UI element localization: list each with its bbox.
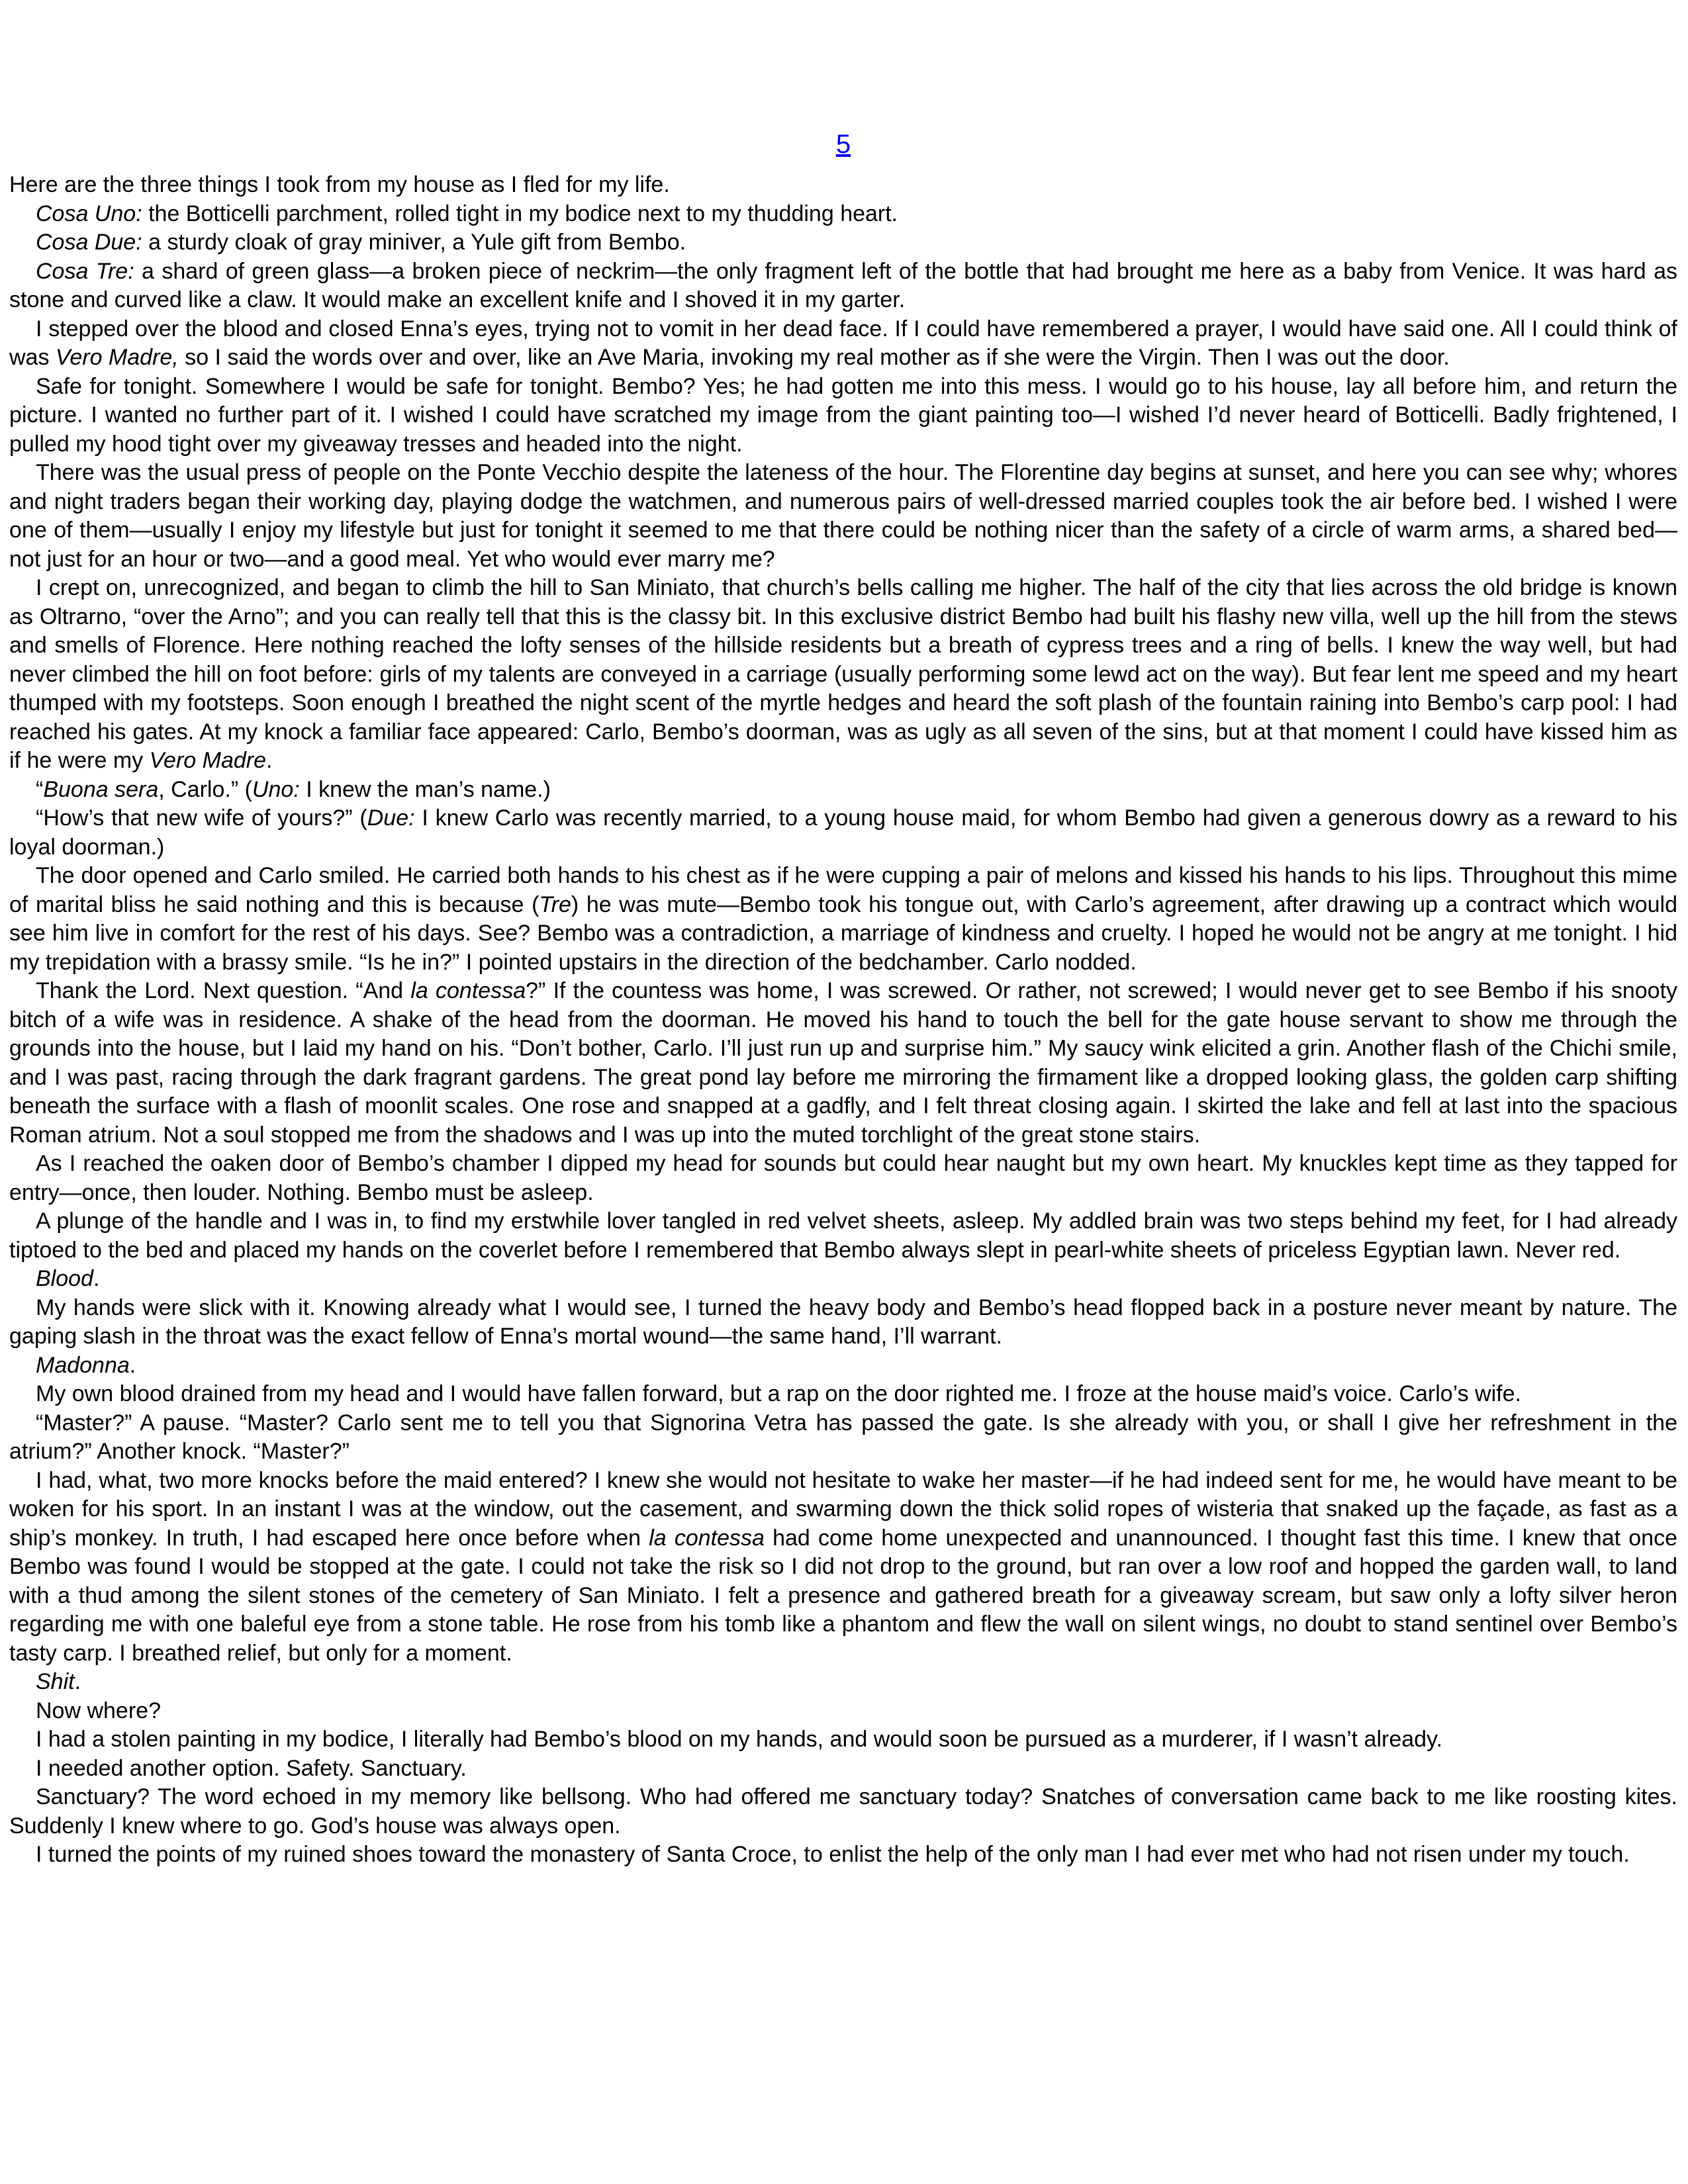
text-run: Sanctuary? The word echoed in my memory like bellsong. Who had offered me sanctuary today? Snatches of conversation came back to me like roosting kites. Suddenly I knew where to go. God’s house was always open. (9, 1784, 1677, 1839)
text-run: I turned the points of my ruined shoes toward the monastery of Santa Croce, to enlist the help of the only man I had ever met who had not risen under my touch. (36, 1842, 1630, 1867)
paragraph (9, 1409, 1677, 1467)
italic-text-run: Tre (539, 891, 571, 917)
text-run: Thank the Lord. Next question. “And (36, 978, 411, 1003)
paragraph (9, 1351, 1677, 1381)
text-run: My own blood drained from my head and I would have fallen forward, but a rap on the door righted me. I froze at the house maid’s voice. Carlo’s wife. (36, 1381, 1521, 1406)
text-run: I needed another option. Safety. Sanctuary. (36, 1755, 467, 1781)
paragraph (9, 1668, 1677, 1697)
text-run: I knew the man’s name.) (299, 776, 551, 802)
paragraph (9, 1841, 1677, 1870)
paragraph (9, 228, 1677, 257)
chapter-text (9, 171, 1677, 1870)
chapter-number-link[interactable]: 5 (835, 130, 851, 159)
paragraph (9, 257, 1677, 315)
paragraph (9, 1207, 1677, 1265)
text-run: a shard of green glass—a broken piece of neckrim—the only fragment left of the bottle that had brought me here as a baby from Venice. It was hard as stone and curved like a claw. It would make an excellent knife and I shoved it in my garter. (9, 258, 1677, 312)
italic-text-run: Uno: (252, 776, 300, 802)
paragraph (9, 1783, 1677, 1841)
italic-text-run: Madonna (36, 1352, 130, 1378)
paragraph (9, 1150, 1677, 1207)
text-run: A plunge of the handle and I was in, to find my erstwhile lover tangled in red velvet sheets, asleep. My addled brain was two steps behind my feet, for I had already tiptoed to the bed and placed my hands on the coverlet before I remembered that Bembo always slept in pearl-white sheets of priceless Egyptian lawn. Never red. (9, 1208, 1677, 1263)
text-run: , Carlo.” ( (158, 776, 252, 802)
italic-text-run: Shit (36, 1669, 75, 1694)
text-run: The door opened and Carlo smiled. He carried both hands to his chest as if he were cupping a pair of melons and kissed his hands to his lips. Throughout this mime of marital bliss he said nothing and this is because ( (9, 863, 1677, 917)
paragraph (9, 1725, 1677, 1754)
paragraph (9, 1697, 1677, 1726)
text-run: Now where? (36, 1698, 161, 1723)
paragraph (9, 1754, 1677, 1784)
text-run: My hands were slick with it. Knowing already what I would see, I turned the heavy body and Bembo’s head flopped back in a posture never meant by nature. The gaping slash in the throat was the exact fellow of Enna’s mortal wound—the same hand, I’ll warrant. (9, 1295, 1677, 1349)
text-run: . (129, 1352, 136, 1378)
text-run: a sturdy cloak of gray miniver, a Yule gift from Bembo. (142, 230, 686, 255)
text-run: ?” If the countess was home, I was screwed. Or rather, not screwed; I would never get to see Bembo if his snooty bitch of a wife was in residence. A shake of the head from the doorman. He moved his hand to touch the bell for the gate house servant to show me through the grounds into the house, but I laid my hand on his. “Don’t bother, Carlo. I’ll just run up and surprise him.” My saucy wink elicited a grin. Another flash of the Chichi smile, and I was past, racing through the dark fragrant gardens. The great pond lay before me mirroring the firmament like a dropped looking glass, the golden carp shifting beneath the surface with a flash of moonlit scales. One rose and snapped at a gadfly, and I felt threat closing again. I skirted the lake and fell at last into the spacious Roman atrium. Not a soul stopped me from the shadows and I was up into the muted torchlight of the great stone stairs. (9, 978, 1678, 1148)
text-run: had come home unexpected and unannounced. I thought fast this time. I knew that once Bembo was found I would be stopped at the gate. I could not take the risk so I did not drop to the ground, but ran over a low roof and hopped the garden wall, to land with a thud among the silent stones of the cemetery of San Miniato. I felt a presence and gathered breath for a giveaway scream, but saw only a lofty silver heron regarding me with one baleful eye from a stone table. He rose from his tomb like a phantom and flew the wall on silent wings, no doubt to stand sentinel over Bembo’s tasty carp. I breathed relief, but only for a moment. (9, 1525, 1677, 1666)
text-run: Here are the three things I took from my house as I fled for my life. (9, 172, 670, 197)
text-run: Safe for tonight. Somewhere I would be safe for tonight. Bembo? Yes; he had gotten me into this mess. I would go to his house, lay all before him, and return the picture. I wanted no further part of it. I wished I could have scratched my image from the giant painting too—I wished I’d never heard of Botticelli. Badly frightened, I pulled my hood tight over my giveaway tresses and headed into the night. (9, 373, 1677, 457)
paragraph (9, 459, 1677, 574)
paragraph (9, 200, 1677, 229)
paragraph (9, 1265, 1677, 1294)
text-run: There was the usual press of people on the Ponte Vecchio despite the lateness of the hour. The Florentine day begins at sunset, and here you can see why; whores and night traders began their working day, playing dodge the watchmen, and numerous pairs of well-dressed married couples took the air before bed. I wished I were one of them—usually I enjoy my lifestyle but just for tonight it seemed to me that there could be nothing nicer than the safety of a circle of warm arms, a shared bed—not just for an hour or two—and a good meal. Yet who would ever marry me? (9, 460, 1677, 572)
text-run: I knew Carlo was recently married, to a young house maid, for whom Bembo had given a generous dowry as a reward to his loyal doorman.) (9, 805, 1677, 860)
text-run: . (93, 1266, 100, 1291)
italic-text-run: Cosa Tre: (36, 258, 134, 284)
text-run: I had a stolen painting in my bodice, I literally had Bembo’s blood on my hands, and would soon be pursued as a murderer, if I wasn’t already. (36, 1727, 1442, 1752)
text-run: I had, what, two more knocks before the maid entered? I knew she would not hesitate to wake her master—if he had indeed sent for me, he would have meant to be woken for his sport. In an instant I was at the window, out the casement, and swarming down the thick solid ropes of wisteria that snaked up the façade, as fast as a ship’s monkey. In truth, I had escaped here once before when (9, 1467, 1677, 1551)
italic-text-run: la contessa (649, 1525, 765, 1551)
italic-text-run: Cosa Uno: (36, 201, 142, 226)
paragraph (9, 862, 1677, 977)
paragraph (9, 373, 1677, 459)
paragraph (9, 776, 1677, 805)
italic-text-run: Blood (36, 1266, 93, 1291)
paragraph (9, 1294, 1677, 1351)
text-run: “How’s that new wife of yours?” ( (36, 805, 367, 831)
text-run: . (266, 748, 273, 773)
text-run: “ (36, 776, 44, 802)
italic-text-run: Vero Madre, (55, 345, 179, 370)
text-run: so I said the words over and over, like an Ave Maria, invoking my real mother as if she were the Virgin. Then I was out the door. (178, 345, 1450, 370)
text-run: ) he was mute—Bembo took his tongue out, with Carlo’s agreement, after drawing up a contract which would see him live in comfort for the rest of his days. See? Bembo was a contradiction, a marriage of kindness and cruelty. I hoped he would not be angry at me tonight. I hid my trepidation with a brassy smile. “Is he in?” I pointed upstairs in the direction of the bedchamber. Carlo nodded. (9, 891, 1677, 975)
italic-text-run: Buona sera (43, 776, 159, 802)
italic-text-run: la contessa (410, 978, 526, 1003)
paragraph (9, 574, 1677, 776)
italic-text-run: Cosa Due: (36, 230, 142, 255)
text-run: I stepped over the blood and closed Enna’s eyes, trying not to vomit in her dead face. If I could have remembered a prayer, I would have said one. All I could think of was (9, 316, 1677, 370)
text-run: “Master?” A pause. “Master? Carlo sent me to tell you that Signorina Vetra has passed the gate. Is she already with you, or shall I give her refreshment in the atrium?” Another knock. “Master?” (9, 1410, 1677, 1464)
paragraph (9, 171, 1677, 200)
italic-text-run: Vero Madre (149, 748, 266, 773)
paragraph (9, 804, 1677, 862)
text-run: . (74, 1669, 81, 1694)
paragraph (9, 315, 1677, 373)
paragraph (9, 1380, 1677, 1409)
text-run: the Botticelli parchment, rolled tight in my bodice next to my thudding heart. (142, 201, 898, 226)
book-page (9, 124, 1677, 1870)
paragraph (9, 977, 1677, 1150)
italic-text-run: Due: (367, 805, 415, 831)
text-run: I crept on, unrecognized, and began to climb the hill to San Miniato, that church’s bells calling me higher. The half of the city that lies across the old bridge is known as Oltrarno, “over the Arno”; and you can really tell that this is the classy bit. In this exclusive district Bembo had built his flashy new villa, well up the hill from the stews and smells of Florence. Here nothing reached the lofty senses of the hillside residents but a breath of cypress trees and a ring of bells. I knew the way well, but had never climbed the hill on foot before: girls of my talents are conveyed in a carriage (usually performing some lewd act on the way). But fear lent me speed and my heart thumped with my footsteps. Soon enough I breathed the night scent of the myrtle hedges and heard the soft plash of the fountain raining into Bembo’s carp pool: I had reached his gates. At my knock a familiar face appeared: Carlo, Bembo’s doorman, was as ugly as all seven of the sins, but at that moment I could have kissed him as if he were my (9, 575, 1677, 773)
paragraph (9, 1467, 1677, 1668)
text-run: As I reached the oaken door of Bembo’s chamber I dipped my head for sounds but could hear naught but my own heart. My knuckles kept time as they tapped for entry—once, then louder. Nothing. Bembo must be asleep. (9, 1151, 1677, 1205)
